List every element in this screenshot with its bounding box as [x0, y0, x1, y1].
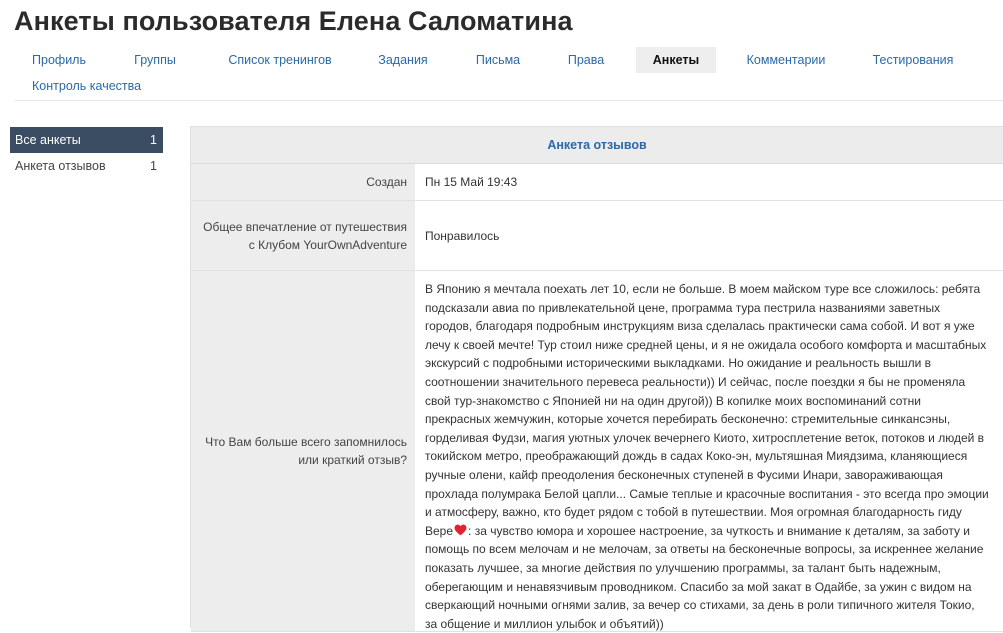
survey-sidebar — [10, 127, 163, 179]
answer-text-part: : за чувство юмора и хорошее настроение, за чуткость и внимание к деталям, за заботу и помощь по всем мелочам и не мелочам, за ответы на бесконечные вопросы, за искреннее желание показать лучшее, за многие действия по улучшению программы, за талант быть надежным, оберегающим и ненавязчивым проводником. Спасибо за мой закат в Одайбе, за ужин с видом на сверкающий ночными огнями залив, за вечер со стихами, за день в роли типичного жителя Токио, за общение и миллион улыбок и объятий)) — [425, 523, 984, 631]
tab-comments[interactable]: Комментарии — [746, 53, 826, 67]
tab-tasks[interactable]: Задания — [378, 53, 428, 67]
sidebar-item-label: Все анкеты — [15, 133, 81, 147]
answer-text: Пн 15 Май 19:43 — [425, 175, 518, 189]
tab-trainings-list[interactable]: Список тренингов — [228, 53, 332, 67]
sidebar-item-review-survey[interactable] — [10, 153, 163, 179]
red-heart-icon — [454, 524, 467, 536]
tab-rights[interactable]: Права — [567, 53, 605, 67]
survey-title: Анкета отзывов — [191, 127, 1003, 164]
survey-row-created — [191, 164, 1003, 201]
answer-value — [415, 164, 1003, 200]
question-label — [191, 164, 415, 200]
sidebar-item-all-surveys[interactable] — [10, 127, 163, 153]
question-label — [191, 271, 415, 631]
tab-profile[interactable]: Профиль — [32, 53, 86, 67]
tabs-divider — [14, 100, 1003, 101]
question-label — [191, 201, 415, 270]
answer-text-part: В Японию я мечтала поехать лет 10, если не больше. В моем майском туре все сложилось: ребята подсказали авиа по привлекательной цене, программа тура пестрила названиями заветных городов, благодаря подробным инструкциям виза сделалась практически сама собой. И вот я уже лечу к своей мечте! Тур стоил ниже средней цены, и я не ожидала особого комфорта и масштабных экскурсий с подробными историческими выкладками. Но ожидание и реальность вышли в соотношении значительного перевеса реальности)) И сейчас, после поездки я бы не променяла свой тур-знакомство с Японией ни на один другой)) В копилке моих воспоминаний сотни прекрасных жемчужин, которые хочется перебирать бесконечно: стремительные синкансэны, горделивая Фудзи, магия уютных улочек вечернего Киото, хитросплетение веток, потоков и людей в токийском метро, преображающий дождь в садах Коко-эн, мультяшная Миядзима, кланяющиеся ручные олени, кайф преодоления бесконечных ступеней в Фусими Инари, завораживающая прохлада полумрака Белой цапли... Самые теплые и красочные воспитания - это всегда про эмоции и атмосферу, важно, кто будет рядом с тобой в путешествии. Моя огромная благодарность гиду Вере — [425, 282, 989, 538]
survey-card — [190, 126, 1003, 631]
question-text: Что Вам больше всего запомнилось или краткий отзыв? — [205, 435, 407, 467]
survey-row-review — [191, 271, 1003, 632]
answer-text: Понравилось — [425, 228, 500, 243]
sidebar-item-count: 1 — [150, 159, 157, 173]
sidebar-item-count: 1 — [150, 133, 157, 147]
tab-letters[interactable]: Письма — [475, 53, 521, 67]
tab-quality-control[interactable]: Контроль качества — [32, 79, 142, 93]
answer-value — [415, 201, 1003, 270]
tab-surveys[interactable]: Анкеты — [636, 47, 716, 73]
tab-testing[interactable]: Тестирования — [872, 53, 954, 67]
tab-groups[interactable]: Группы — [134, 53, 176, 67]
answer-value — [415, 271, 1003, 631]
answer-text — [425, 280, 989, 633]
page-title: Анкеты пользователя Елена Саломатина — [14, 6, 573, 36]
question-text: Общее впечатление от путешествия с Клубом YourOwnAdventure — [203, 219, 407, 252]
sidebar-item-label: Анкета отзывов — [15, 159, 106, 173]
question-text: Создан — [366, 175, 407, 189]
survey-row-impression — [191, 201, 1003, 271]
